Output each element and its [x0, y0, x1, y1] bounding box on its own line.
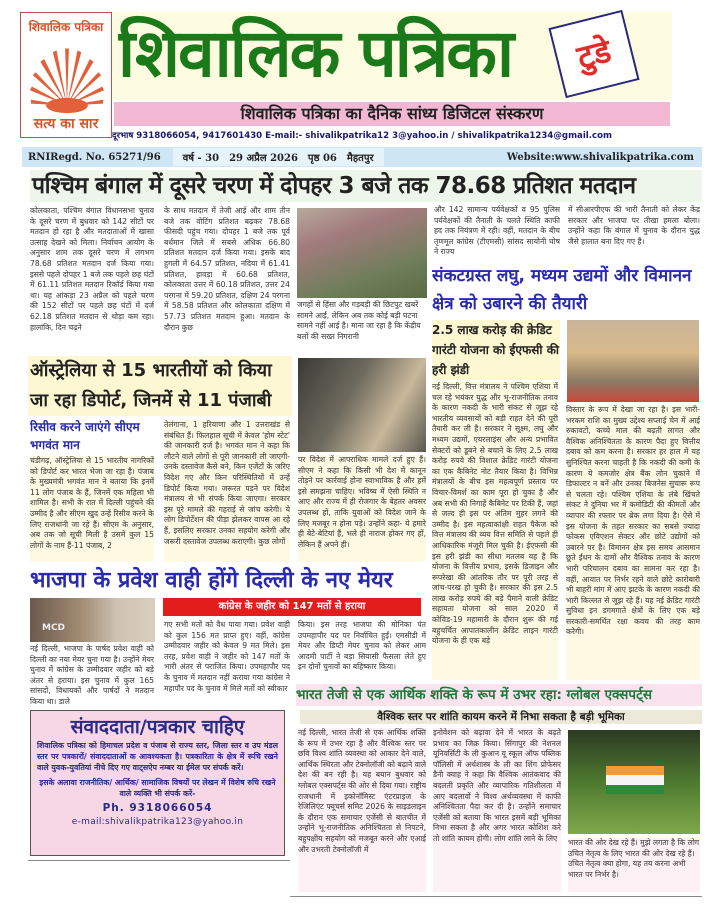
rni-number: RNIRegd. No. 65271/96: [28, 151, 161, 163]
website-link[interactable]: Website:www.shivalikpatrika.com: [506, 151, 694, 163]
story1-column-1: कोलकाता, पश्चिम बंगाल विधानसभा चुनाव के दूसरे चरण में बुधवार को 142 सीटों पर मतदान हो रहा है और मतदाताओं में खासा उत्साह देखने को मिला। निर्वाचन आयोग के अनुसार शाम तक दूसरे चरण में लगभग 78.68 प्रतिशत मतदान दर्ज किया गया। इससे पहले दोपहर 1 बजे तक पहले छह घंटों में 61.11 प्रतिशत मतदान रिकॉर्ड किया गया था। यह आंकड़ा 23 अप्रैल को पहले चरण की 152 सीटों पर पहले छह घंटों में दर्ज 62.18 प्रतिशत मतदान से थोड़ा कम रहा। हालांकि, दिन चढ़ने: [30, 206, 154, 332]
story1-column-2: के साथ मतदान में तेजी आई और शाम तीन बजे तक वोटिंग प्रतिशत बढ़कर 78.68 फीसदी पहुंच गया। दोपहर 1 बजे तक पूर्व बर्धमान जिले में सबसे अधिक 66.80 प्रतिशत मतदान दर्ज किया गया। इसके बाद हुगली में 64.57 प्रतिशत, नदिया में 61.41 प्रतिशत, हावड़ा में 60.68 प्रतिशत, कोलकाता उत्तर में 60.18 प्रतिशत, उत्तर 24 परगना में 59.20 प्रतिशत, दक्षिण 24 परगना में 58.58 प्रतिशत और कोलकाता दक्षिण में 57.73 प्रतिशत मतदान हुआ। मतदान के दौरान कुछ: [164, 206, 290, 332]
story1-column-3: और 142 सामान्य पर्यवेक्षकों व 95 पुलिस पर्यवेक्षकों की तैनाती के चलते स्थिति काफी हद तक नियंत्रण में रही। वहीं, मतदान के बीच तृणमूल कांग्रेस (टीएमसी) सांसद सायोनी घोष ने राज्य: [434, 205, 560, 257]
story3-column-1: चंडीगढ़, ऑस्ट्रेलिया से 15 भारतीय नागरिकों को डिपोर्ट कर भारत भेजा जा रहा है। पंजाब के मुख्यमंत्री भगवंत मान ने बताया कि इनमें 11 लोग पंजाब के हैं, जिनमें एक महिला भी शामिल है। सभी के रात में दिल्ली पहुंचने की उम्मीद है और सीएम खुद उन्हें रिसीव करने के लिए राजधानी जा रहे हैं। सीएम के अनुसार, अब तक जो सूची मिली है उसमें कुल 15 लोगों के नाम हैं-11 पंजाब, 2: [30, 456, 154, 562]
india-growth-photo: [568, 730, 700, 834]
story2-headline: संकटग्रस्त लघु, मध्यम उद्यमों और विमानन क्षेत्र को उबारने की तैयारी: [432, 266, 692, 314]
story3-headline: ऑस्ट्रेलिया से 15 भारतीयों को किया जा रहा डिपोर्ट, जिनमें से 11 पंजाबी: [28, 356, 292, 416]
story5-photo-caption: भारत की ओर देख रहे हैं। मुझे लगता है कि लोग उचित नेतृत्व के लिए भारत की ओर देख रहे हैं। उचित नेतृत्व क्या होगा, यह तय करना अभी भारत पर निर्भर है।: [568, 838, 700, 892]
story3-column-3: पर विदेश में आपराधिक मामले दर्ज हुए हैं। सीएम ने कहा कि किसी भी देश में कानून तोड़ने पर कार्रवाई होना स्वाभाविक है और हमें इसे समझना चाहिए। भविष्य में ऐसी स्थिति न आए और राज्य में ही रोजगार के बेहतर अवसर उपलब्ध हों, ताकि युवाओं को विदेश जाने के लिए मजबूर न होना पड़े। उन्होंने कहा- ये हमारे ही बेटे-बेटियां हैं, भले ही नाराज होकर गए हों, लेकिन हैं अपने ही।: [298, 455, 426, 562]
ad-body: शिवालिक पत्रिका को हिमाचल प्रदेश व पंजाब से राज्य स्तर, जिला स्तर व उप मंडल स्तर पर पत्रकारों/ संवाददाताओं क आवश्यकता है। पत्रकारिता के क्षेत्र में रूचि रखने वाले युवक-युवतियां नीचे दिए गए वाट्सऐप नम्बर या ईमेल पर संपर्क करें।: [37, 741, 278, 772]
subtitle-bar: [114, 102, 670, 126]
credit-scheme-photo: [567, 320, 699, 402]
story2-column-2: विस्तार के रूप में देखा जा रहा है। इस भारी-भरकम राशि का मुख्य उद्देश्य सप्लाई चेन में आई रुकावटों, कच्चे माल की बढ़ती लागत और वैश्विक अनिश्चितता के कारण पैदा हुए वित्तीय दबाव को कम करना है। सरकार हर हाल में यह सुनिश्चित करना चाहती है कि नकदी की कमी के कारण ये कमजोर क्षेत्र बैंक लोन चुकाने में डिफाल्टर न बनें और उनका बिजनेस सुचारू रूप से चलता रहे। पश्चिम एशिया के लंबे खिंचते संकट ने दुनिया भर में कमोडिटी की कीमतों और व्यापार की रफ्तार पर ब्रेक लगा दिया है। ऐसे में इस योजना के तहत सरकार का सबसे ज्यादा फोकस एविएशन सेक्टर और छोटे उद्योगों को उबारने पर है। विमानन क्षेत्र इस समय आसमान छूते ईंधन के दामों और वैश्विक तनाव के कारण भारी परिचालन दबाव का सामना कर रहा है। वहीं, आयात पर निर्भर रहने वाले छोटे कारोबारी भी बाहरी मांग में आए झटके के कारण नकदी की भारी किल्लत से जूझ रहे हैं। यह नई क्रेडिट गारंटी सुविधा इन डगमगाते क्षेत्रों के लिए एक बड़े सरकारी-समर्थित रक्षा कवच की तरह काम करेगी।: [566, 405, 700, 680]
newspaper-title: शिवालिक पत्रिका: [118, 15, 513, 92]
ad-title: संवाददाता/पत्रकार चाहिए: [70, 716, 245, 738]
story1-column-4: में सीआरपीएफ की भारी तैनाती को लेकर केंद्र सरकार और भाजपा पर तीखा हमला बोला। उन्होंने कहा कि बंगाल में चुनाव के दौरान युद्ध जैसे हालात बना दिए गए हैं।: [568, 205, 700, 246]
logo-arc-text: शिवालिक पत्रिका: [28, 20, 104, 34]
story5-column-1: नई दिल्ली, भारत तेजी से एक आर्थिक शक्ति के रूप में उभर रहा है और वैश्विक स्तर पर छवि विश्व शांति व्यवस्था को आकार देने वाले, आर्थिक स्थिरता और टेक्नोलॉजी को बढ़ाने वाले देश की बन रही है। यह बयान बुधवार को ग्लोबल एक्सपर्ट्स की ओर से दिया गया। राष्ट्रीय राजधानी में इकोनॉमिस्ट एंटरप्राइज के रेजिलिएंट फ्यूचर्स समिट 2026 के साइडलाइन के दौरान एक समाचार एजेंसी से बातचीत में उन्होंने भू-राजनीतिक अनिश्चितता से निपटने, बहुपक्षीय सहयोग को मजबूत करने और एआई और उभरती टेक्नोलॉजी में: [298, 728, 426, 892]
story4-banner: कांग्रेस के जहीर को 147 मतों से हराया: [163, 598, 421, 616]
story1-photo-caption: जगहों से हिंसा और गड़बड़ी की छिटपुट खबरें सामने आईं, लेकिन अब तक कोई बड़ी घटना सामने नहीं आई है। माना जा रहा है कि केंद्रीय बलों की सख्त निगरानी: [297, 300, 421, 341]
story4-column-3: किया। इस तरह भाजपा की मोनिका पंत उपमहापौर पद पर निर्वाचित हुईं। एमसीडी में मेयर और डिप्टी मेयर चुनाव को लेकर आम आदमी पार्टी ने बड़ा सियासी फैसला लेते हुए इन दोनों चुनावों का बहिष्कार किया।: [298, 620, 426, 672]
story3-column-2: तेलंगाना, 1 हरियाणा और 1 उत्तराखंड से संबंधित हैं। फिलहाल सूची में केवल 'होम स्टेट' की जानकारी दर्ज है। भगवंत मान ने कहा कि लौटने वाले लोगों से पूरी जानकारी ली जाएगी- उनके दस्तावेज कैसे बने, किन एजेंटों के जरिए विदेश गए और किन परिस्थितियों में उन्हें डिपोर्ट किया गया। जरूरत पड़ने पर विदेश मंत्रालय से भी संपर्क किया जाएगा। सरकार इस पूरे मामले की गहराई से जांच करेगी। ये लोग डिपोर्टेशन की पीड़ा झेलकर वापस आ रहे हैं, इसलिए सरकार उनका सहयोग करेगी और जरूरी दस्तावेज उपलब्ध कराएगी। कुछ लोगों: [164, 420, 290, 562]
story4-column-2: गए सभी मतों को वैध पाया गया। प्रवेश वाही को कुल 156 मत प्राप्त हुए। वहीं, कांग्रेस उम्मीदवार जहीर को केवल 9 मत मिले। इस तरह, प्रवेश वाही ने जहीर को 147 मतों के भारी अंतर से पराजित किया। उपमहापौर पद के चुनाव में मतदान नहीं कराया गया कांग्रेस ने महापौर पद के चुनाव में मिले मतों को स्वीकार: [164, 620, 290, 693]
date-label: 29 अप्रैल 2026: [229, 153, 298, 164]
deportation-photo: [298, 358, 426, 452]
place-label: मैहतपुर: [346, 153, 374, 164]
story4-headline: भाजपा के प्रवेश वाही होंगे दिल्ली के नए मेयर: [30, 568, 393, 593]
year-label: वर्ष - 30: [182, 153, 220, 164]
contact-line: दूरभाष 9318066054, 9417601430 E-mail:- shivalikpatrika12 3@yahoo.in / shivalikpatrika1234@gmail.com: [112, 131, 612, 141]
edition-info: [173, 148, 384, 166]
bottom-rule: [290, 896, 702, 897]
story4-column-1: नई दिल्ली, भाजपा के पार्षद प्रवेश वाही को दिल्ली का नया मेयर चुना गया है। उन्होंने मेयर चुनाव में कांग्रेस के उम्मीदवार जहीर को बड़े अंतर से हराया। इस चुनाव में कुल 165 सांसदों, विधायकों और पार्षदों ने मतदान किया था। डाले: [30, 644, 154, 706]
ad-body-2: इसके अलावा राजनीतिक/ आर्थिक/ सामाजिक विषयों पर लेखन में विशेष रुचि रखने वाले व्यक्ति भी संपर्क करें-: [39, 778, 276, 798]
voters-queue-photo: [297, 208, 427, 298]
story1-headline: पश्चिम बंगाल में दूसरे चरण में दोपहर 3 बजे तक 78.68 प्रतिशत मतदान: [30, 170, 702, 202]
story2-column-1: नई दिल्ली, वित्त मंत्रालय ने पश्चिम एशिया में चल रहे भयंकर युद्ध और भू-राजनीतिक तनाव के कारण नकदी के भारी संकट से जूझ रहे भारतीय व्यवसायों को बड़ी राहत देने की पूरी तैयारी कर ली है। सरकार ने सूक्ष्म, लघु और मध्यम उद्यमों, एयरलाइंस और अन्य प्रभावित सेक्टरों को डूबने से बचाने के लिए 2.5 लाख करोड़ रुपये की विशाल क्रेडिट गारंटी योजना का एक कैबिनेट नोट तैयार किया है। विभिन्न मंत्रालयों के बीच इस महत्वपूर्ण प्रस्ताव पर विचार-विमर्श का काम पूरा हो चुका है और अब सभी की निगाहें कैबिनेट पर टिकी हैं, जहां से जल्द ही इस पर अंतिम मुहर लगने की उम्मीद है। इस महत्वाकांक्षी राहत पैकेज को वित्त मंत्रालय की व्यय वित्त समिति से पहले ही आधिकारिक मंजूरी मिल चुकी है। ईएफसी की इस हरी झंडी का सीधा मतलब यह है कि योजना के वित्तीय प्रभाव, इसके डिजाइन और रूपरेखा की आंतरिक तौर पर पूरी तरह से जांच-परख हो चुकी है। सरकार की इस 2.5 लाख करोड़ रुपये की बड़े पैमाने वाली क्रेडिट सहायता योजना को साल 2020 में कोविड-19 महामारी के दौरान शुरू की गई बहुचर्चित आपातकालीन क्रेडिट लाइन गारंटी योजना के ही एक बड़े: [432, 382, 558, 680]
story3-subheadline: रिसीव करने जाएंगे सीएम भगवंत मान: [30, 420, 140, 452]
story5-column-2: इनोवेशन को बढ़ावा देने में भारत के बढ़ते प्रभाव का जिक्र किया। सिंगापुर की नेशनल यूनिवर्सिटी के ली कुआन यू स्कूल ऑफ पब्लिक पॉलिसी में अर्थशास्त्र के ली का शिंग प्रोफेसर डैनी क्वाह ने कहा कि वैश्विक आतंकवाद की बदलती प्रकृति और व्यापारिक गतिशीलता में आए बदलावों ने विश्व अर्थव्यवस्था में काफी अनिश्चितता पैदा कर दी है। उन्होंने समाचार एजेंसी को बताया कि भारत इसमें बड़ी भूमिका निभा सकता है और अगर भारत कोशिश करे तो शांति कायम होगी। लोग शांति लाने के लिए: [433, 728, 561, 892]
subtitle-text: शिवालिक पत्रिका का दैनिक सांध्य डिजिटल संस्करण: [240, 104, 544, 123]
mcd-label: MCD: [42, 623, 66, 633]
reporter-wanted-ad: [30, 710, 285, 856]
story5-subheadline: वैश्विक स्तर पर शांति कायम करने में निभा सकता है बड़ी भूमिका: [300, 710, 702, 724]
newspaper-logo: [20, 12, 112, 138]
ad-phone[interactable]: Ph. 9318066054: [102, 802, 213, 814]
india-flag-icon: [606, 766, 664, 794]
rising-sun-icon: [27, 39, 107, 115]
story5-headline: भारत तेजी से एक आर्थिक शक्ति के रूप में उभर रहा: ग्लोबल एक्सपर्ट्स: [296, 684, 702, 706]
info-bar: [22, 147, 702, 167]
story2-subheadline: 2.5 लाख करोड़ की क्रेडिट गारंटी योजना को ईएफसी की हरी झंडी: [432, 320, 560, 380]
today-badge-text: टुडे: [573, 31, 615, 77]
ad-email[interactable]: e-mail:shivalikpatrika123@yahoo.in: [71, 817, 244, 827]
ad-bottom-rule: [28, 860, 290, 861]
mayor-photo: [30, 598, 155, 642]
logo-motto: सत्य का सार: [33, 116, 99, 132]
page-label: पृष्ठ 06: [307, 153, 337, 164]
